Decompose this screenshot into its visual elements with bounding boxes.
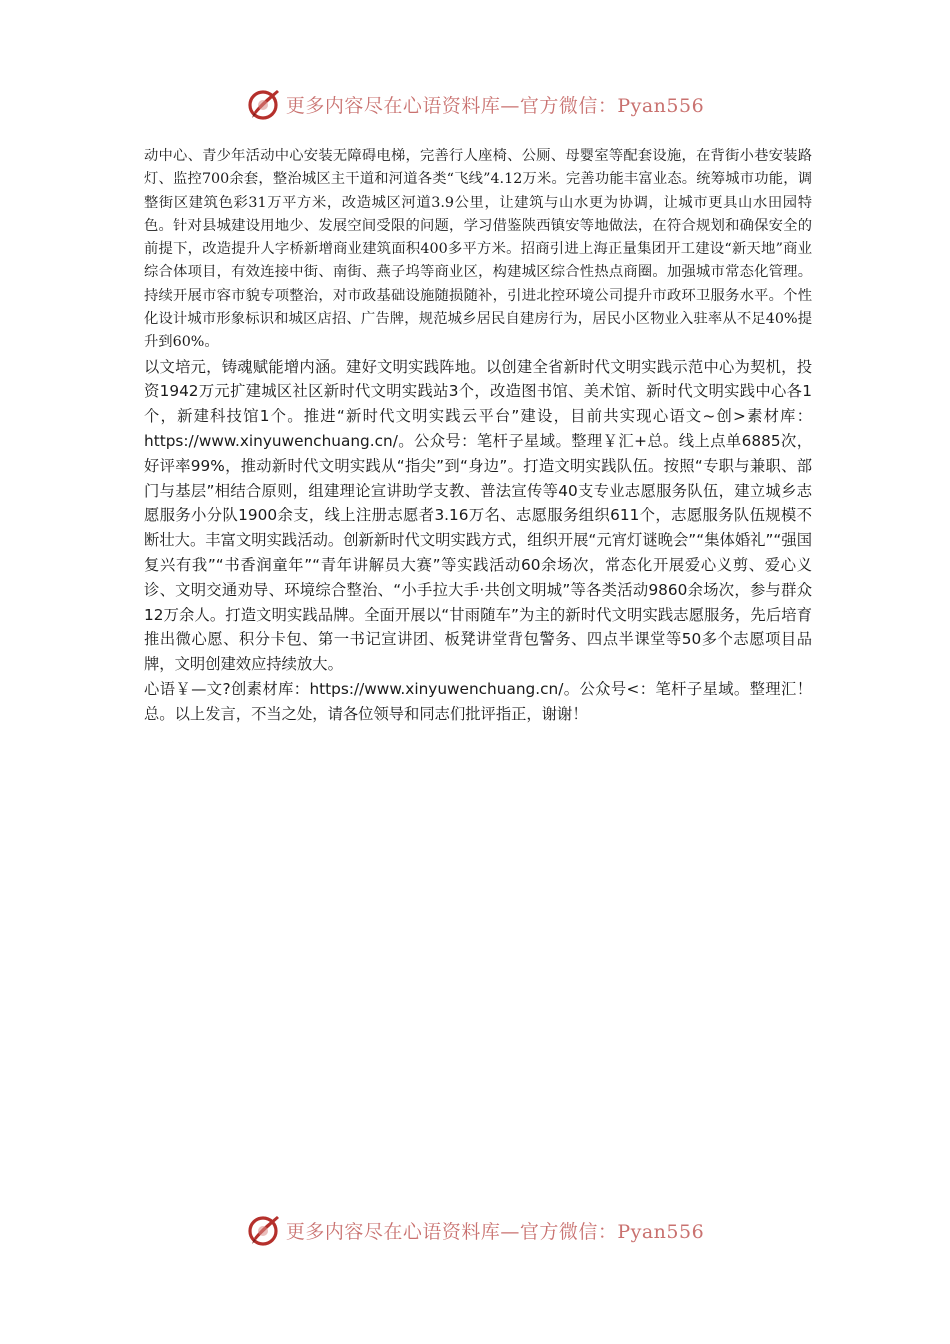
- document-body: [144, 145, 812, 727]
- pen-brush-logo-icon: [246, 1212, 282, 1248]
- paragraph-urban-development: 动中心、青少年活动中心安装无障碍电梯，完善行人座椅、公厕、母婴室等配套设施，在背街小巷安装路灯、监控700余套，整治城区主干道和河道各类“飞线”4.12万米。完善功能丰富业态。统筹城市功能，调整街区建筑色彩31万平方米，改造城区河道3.9公里，让建筑与山水更为协调，让城市更具山水田园特色。针对县城建设用地少、发展空间受限的问题，学习借鉴陕西镇安等地做法，在符合规划和确保安全的前提下，改造提升人字桥新增商业建筑面积400多平方米。招商引进上海正量集团开工建设“新天地”商业综合体项目，有效连接中街、南街、燕子坞等商业区，构建城区综合性热点商圈。加强城市常态化管理。持续开展市容市貌专项整治，对市政基础设施随损随补，引进北控环境公司提升市政环卫服务水平。个性化设计城市形象标识和城区店招、广告牌，规范城乡居民自建房行为，居民小区物业入驻率从不足40%提升到60%。: [144, 148, 812, 351]
- header-banner: [0, 82, 950, 126]
- paragraph-civilization-practice: 以文培元，铸魂赋能增内涵。建好文明实践阵地。以创建全省新时代文明实践示范中心为契机，投资1942万元扩建城区社区新时代文明实践站3个，改造图书馆、美术馆、新时代文明实践中心各1个，新建科技馆1个。推进“新时代文明实践云平台”建设，目前共实现心语文~创>素材库：https://www.xinyuwenchuang.cn/。公众号：笔杆子星域。整理￥汇+总。线上点单6885次，好评率99%，推动新时代文明实践从“指尖”到“身边”。打造文明实践队伍。按照“专职与兼职、部门与基层”相结合原则，组建理论宣讲助学支教、普法宣传等40支专业志愿服务队伍，建立城乡志愿服务小分队1900余支，线上注册志愿者3.16万名、志愿服务组织611个，志愿服务队伍规模不断壮大。丰富文明实践活动。创新新时代文明实践方式，组织开展“元宵灯谜晚会”“集体婚礼”“强国复兴有我”“书香润童年”“青年讲解员大赛”等实践活动60余场次，常态化开展爱心义剪、爱心义诊、文明交通劝导、环境综合整治、“小手拉大手·共创文明城”等各类活动9860余场次，参与群众12万余人。打造文明实践品牌。全面开展以“甘雨随车”为主的新时代文明实践志愿服务，先后培育推出微心愿、积分卡包、第一书记宣讲团、板凳讲堂背包警务、四点半课堂等50多个志愿项目品牌，文明创建效应持续放大。: [144, 357, 812, 674]
- paragraph-closing: 心语￥—文?创素材库：https://www.xinyuwenchuang.cn/。公众号<：笔杆子星域。整理汇！总。以上发言，不当之处，请各位领导和同志们批评指正，谢谢！: [144, 680, 812, 723]
- footer-banner: [0, 1208, 950, 1252]
- pen-brush-logo-icon: [246, 86, 282, 122]
- header-banner-text: 更多内容尽在心语资料库—官方微信：Pyan556: [285, 94, 705, 117]
- footer-banner-text: 更多内容尽在心语资料库—官方微信：Pyan556: [285, 1220, 705, 1243]
